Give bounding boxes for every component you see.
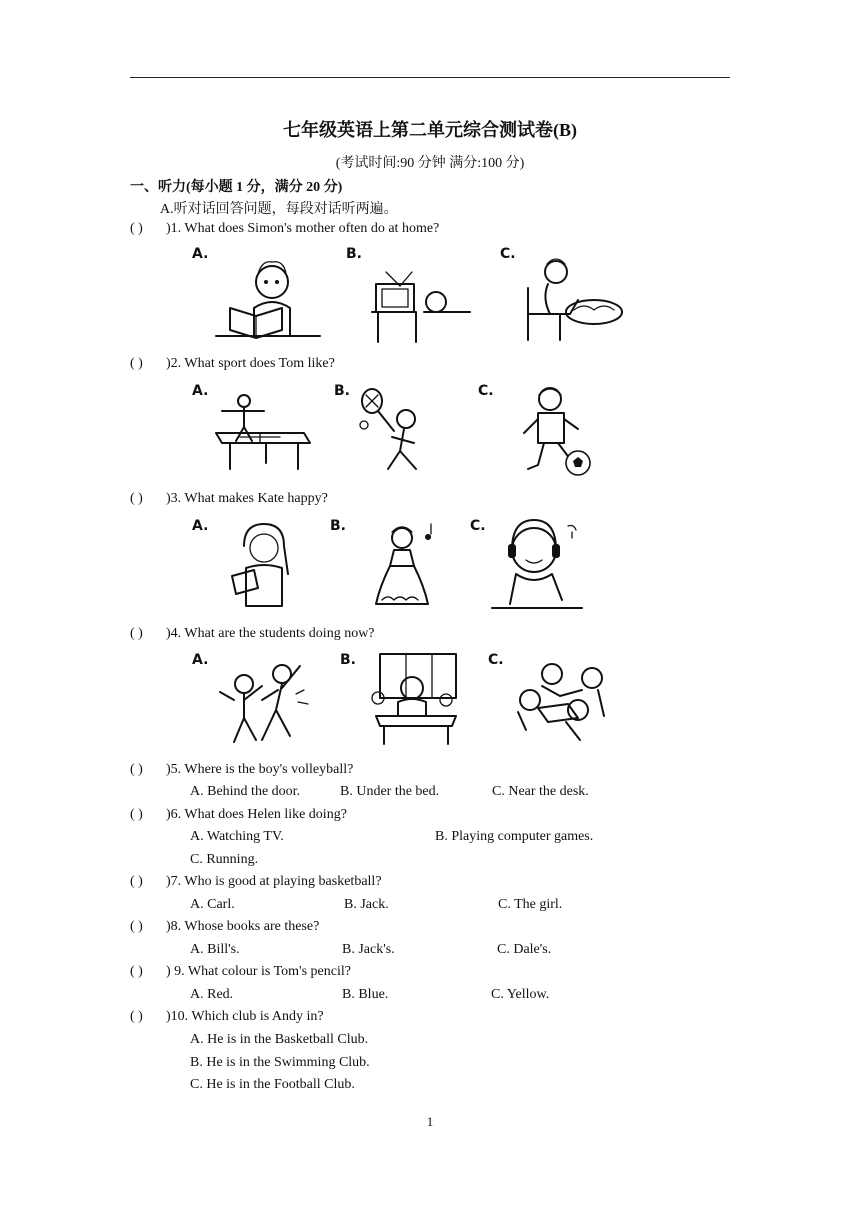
q7-option-b: B. Jack. xyxy=(344,897,389,912)
question-5-text: )5. Where is the boy's volleyball? xyxy=(166,762,354,777)
q6-option-a: A. Watching TV. xyxy=(190,829,284,844)
question-9-text: ) 9. What colour is Tom's pencil? xyxy=(166,964,351,979)
page-number: 1 xyxy=(426,1114,434,1129)
exam-info: (考试时间:90 分钟 满分:100 分) xyxy=(335,156,525,171)
question-10-text: )10. Which club is Andy in? xyxy=(166,1009,324,1024)
section-heading: 一、听力(每小题 1 分，满分 20 分) xyxy=(130,180,343,195)
answer-blank: ( ) xyxy=(130,1009,143,1024)
picture-label-c: C. xyxy=(478,383,494,399)
question-3-text: )3. What makes Kate happy? xyxy=(166,491,328,506)
chatting-students-icon xyxy=(508,658,618,746)
dancing-music-icon xyxy=(362,520,442,612)
washing-clothes-icon xyxy=(518,250,628,344)
q8-option-a: A. Bill's. xyxy=(190,942,240,957)
question-7-text: )7. Who is good at playing basketball? xyxy=(166,874,382,889)
picture-label-a: A. xyxy=(192,652,209,668)
q8-option-b: B. Jack's. xyxy=(342,942,395,957)
watching-tv-icon xyxy=(364,250,474,344)
answer-blank: ( ) xyxy=(130,874,143,889)
answer-blank: ( ) xyxy=(130,762,143,777)
girl-reading-icon xyxy=(224,520,304,610)
q5-option-c: C. Near the desk. xyxy=(492,784,589,799)
q10-option-a: A. He is in the Basketball Club. xyxy=(190,1032,369,1047)
answer-blank: ( ) xyxy=(130,964,143,979)
header-rule xyxy=(130,77,730,78)
answer-blank: ( ) xyxy=(130,807,143,822)
q6-option-c: C. Running. xyxy=(190,852,259,867)
classroom-students-icon xyxy=(362,650,462,748)
answer-blank: ( ) xyxy=(130,221,143,236)
q5-option-a: A. Behind the door. xyxy=(190,784,301,799)
table-tennis-icon xyxy=(210,391,314,477)
q7-option-c: C. The girl. xyxy=(498,897,563,912)
answer-blank: ( ) xyxy=(130,491,143,506)
picture-label-c: C. xyxy=(470,518,486,534)
question-2-text: )2. What sport does Tom like? xyxy=(166,356,335,371)
picture-label-b: B. xyxy=(334,383,350,399)
q10-option-c: C. He is in the Football Club. xyxy=(190,1077,355,1092)
q6-option-b: B. Playing computer games. xyxy=(435,829,594,844)
q5-option-b: B. Under the bed. xyxy=(340,784,440,799)
picture-label-a: A. xyxy=(192,518,209,534)
dancing-students-icon xyxy=(214,654,314,748)
listening-music-icon xyxy=(488,518,588,614)
page-title: 七年级英语上第二单元综合测试卷(B) xyxy=(283,120,577,140)
q8-option-c: C. Dale's. xyxy=(497,942,552,957)
picture-label-b: B. xyxy=(346,246,362,262)
question-4-text: )4. What are the students doing now? xyxy=(166,626,375,641)
soccer-icon xyxy=(498,383,608,479)
q9-option-b: B. Blue. xyxy=(342,987,389,1002)
question-6-text: )6. What does Helen like doing? xyxy=(166,807,347,822)
picture-label-c: C. xyxy=(500,246,516,262)
q7-option-a: A. Carl. xyxy=(190,897,235,912)
tennis-icon xyxy=(352,387,452,479)
answer-blank: ( ) xyxy=(130,919,143,934)
answer-blank: ( ) xyxy=(130,356,143,371)
picture-label-a: A. xyxy=(192,383,209,399)
picture-label-b: B. xyxy=(340,652,356,668)
reading-book-icon xyxy=(214,252,324,342)
q10-option-b: B. He is in the Swimming Club. xyxy=(190,1055,370,1070)
question-1-text: )1. What does Simon's mother often do at home? xyxy=(166,221,440,236)
q9-option-c: C. Yellow. xyxy=(491,987,550,1002)
picture-label-b: B. xyxy=(330,518,346,534)
question-8-text: )8. Whose books are these? xyxy=(166,919,320,934)
answer-blank: ( ) xyxy=(130,626,143,641)
picture-label-a: A. xyxy=(192,246,209,262)
picture-label-c: C. xyxy=(488,652,504,668)
q9-option-a: A. Red. xyxy=(190,987,234,1002)
part-a-instruction: A.听对话回答问题，每段对话听两遍。 xyxy=(160,202,398,217)
